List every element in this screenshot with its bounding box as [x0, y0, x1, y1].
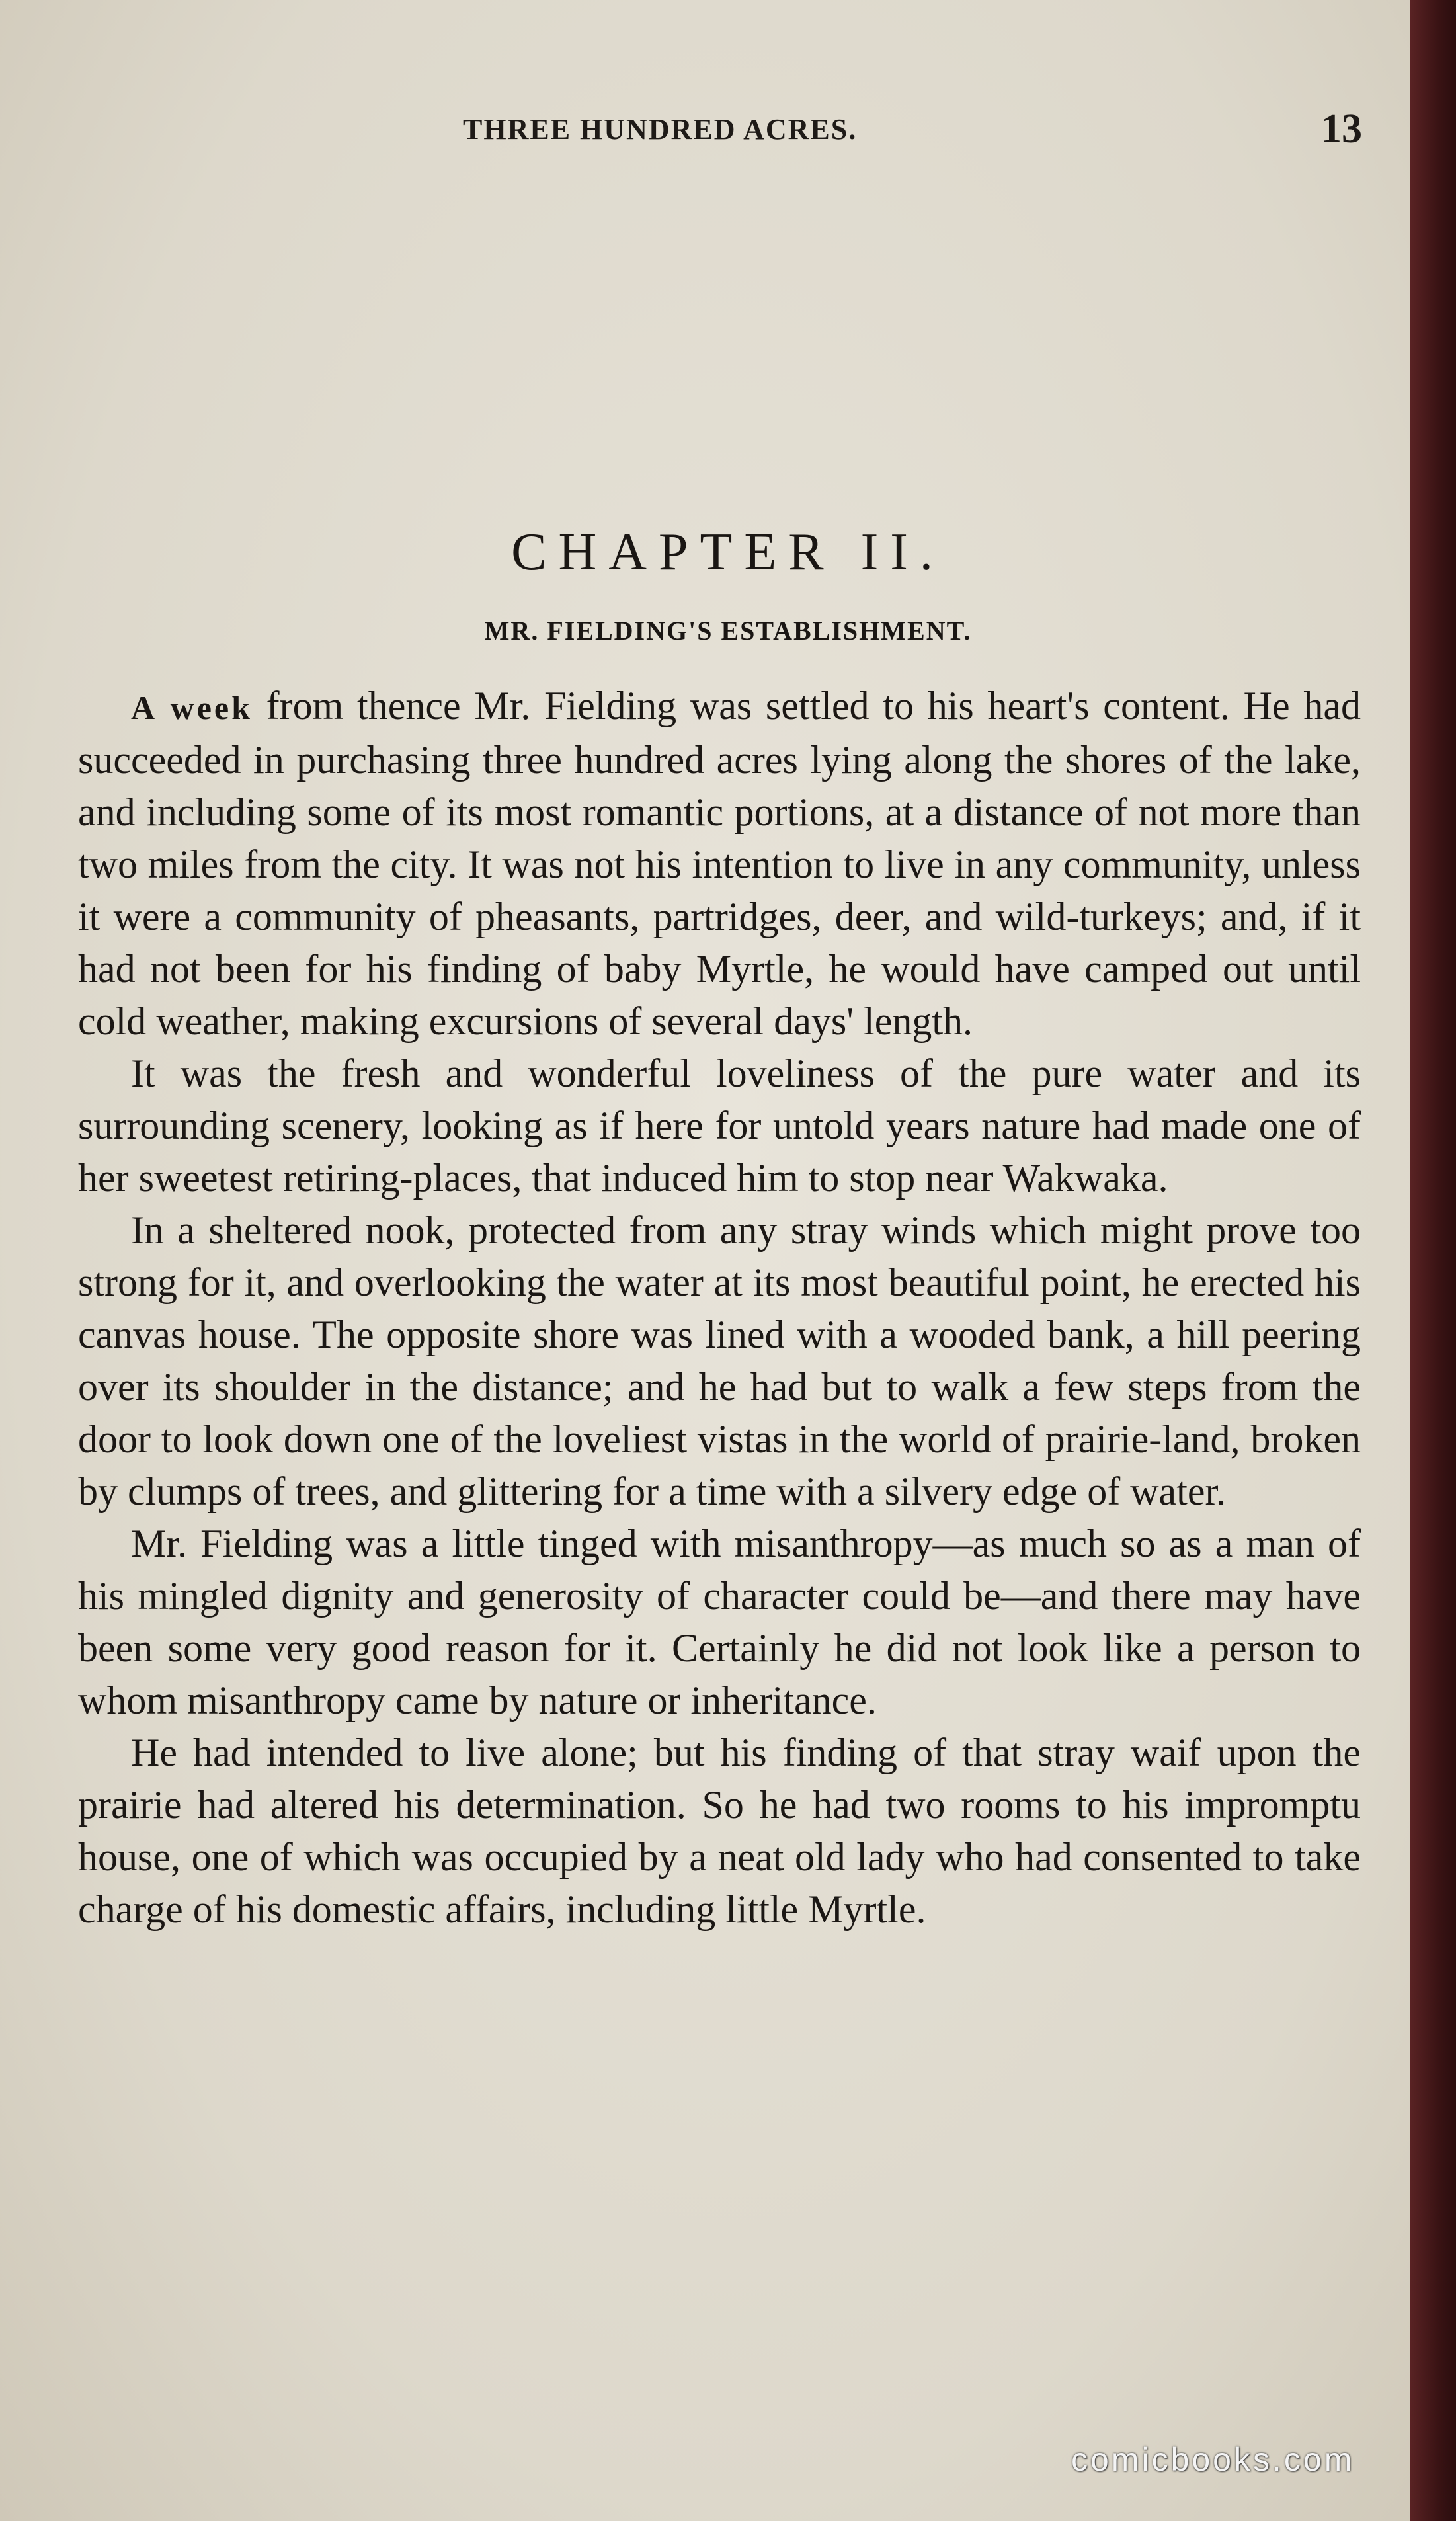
chapter-title: CHAPTER II. [511, 523, 945, 581]
chapter-subtitle: MR. FIELDING'S ESTABLISHMENT. [484, 616, 972, 645]
paragraph: Mr. Fielding was a little tinged with misanthropy—as much so as a man of his mingled dignity and generosity of character could be—and there may have been some very good reason for it. Certainly he did not look like a person to whom misanthropy came by nature or inheritance. [78, 1522, 1361, 1722]
watermark: comicbooks.com [1071, 2441, 1355, 2478]
paragraph-text: from thence Mr. Fielding was settled to his heart's content. He had succeeded in purchasing three hundred acres lying along the shores of the lake, and including some of its most romantic portions, at a distance of not more than two miles from the city. It was not his intention to live in any community, unless it were a community of pheasants, partridges, deer, and wild-turkeys; and, if it had not been for his finding of baby Myrtle, he would have camped out until cold weather, making excursions of several days' length. [78, 684, 1361, 1043]
page-number: 13 [1321, 106, 1362, 151]
running-head: THREE HUNDRED ACRES. [463, 113, 858, 145]
paragraph [78, 680, 1361, 1048]
book-spine-edge [1410, 0, 1456, 2521]
paragraph-lead-smallcaps: A week [131, 689, 253, 726]
paragraph: In a sheltered nook, protected from any stray winds which might prove too strong for it, and overlooking the water at its most beautiful point, he erected his canvas house. The opposite shore was lined with a wooded bank, a hill peering over its shoulder in the distance; and he had but to walk a few steps from the door to look down one of the loveliest vistas in the world of prairie-land, broken by clumps of trees, and glittering for a time with a silvery edge of water. [78, 1208, 1361, 1513]
paragraph: He had intended to live alone; but his finding of that stray waif upon the prairie had altered his determination. So he had two rooms to his impromptu house, one of which was occupied by a neat old lady who had consented to take charge of his domestic affairs, including little Myrtle. [78, 1731, 1361, 1931]
paragraph: It was the fresh and wonderful loveliness of the pure water and its surrounding scenery, looking as if here for untold years nature had made one of her sweetest retiring-places, that induced him to stop near Wakwaka. [78, 1052, 1361, 1200]
body-text [78, 680, 1361, 1936]
